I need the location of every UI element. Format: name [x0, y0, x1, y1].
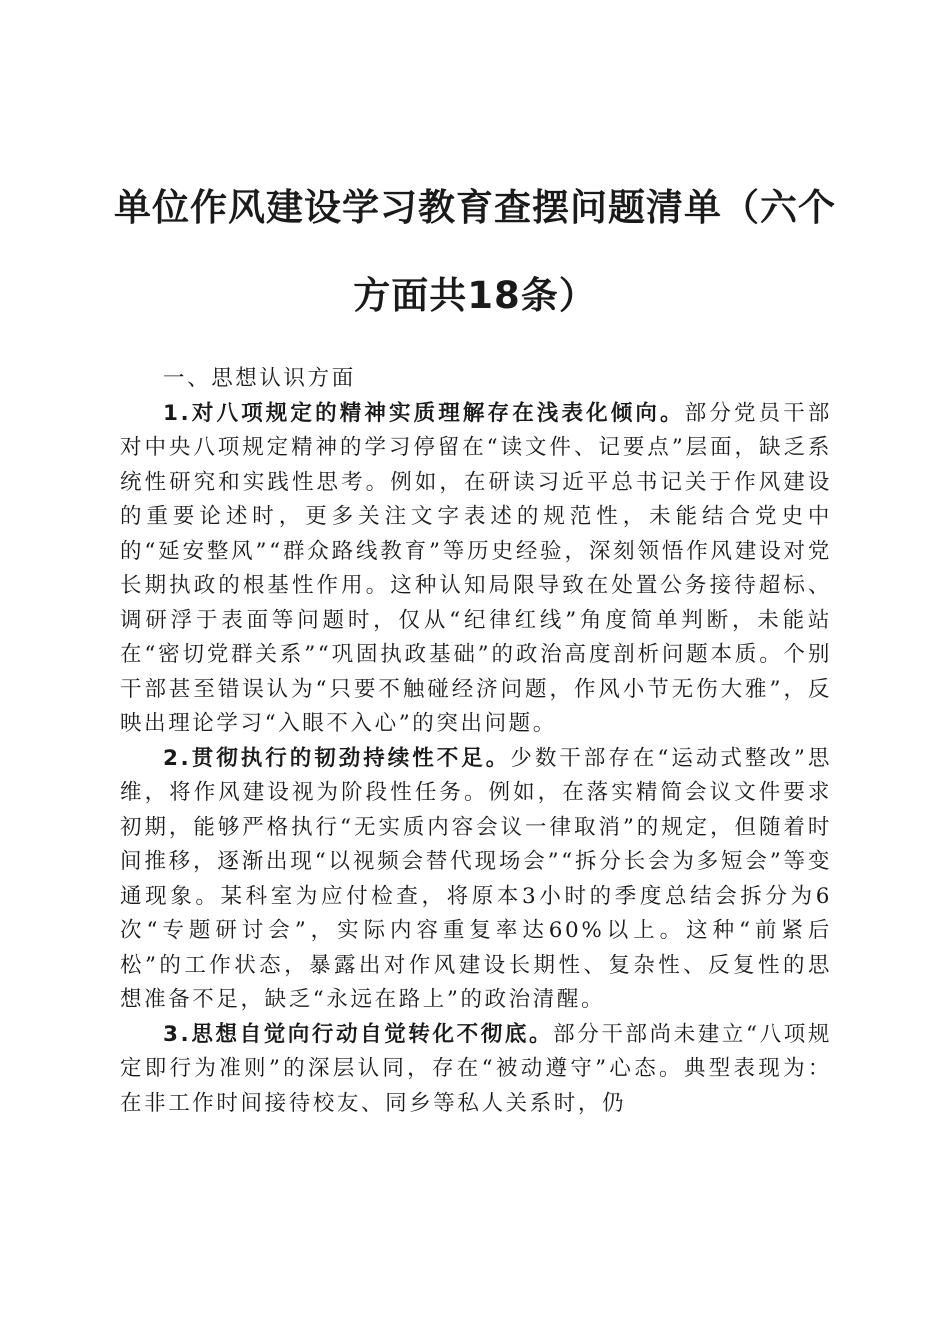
- item-lead: 2.贯彻执行的韧劲持续性不足。: [163, 745, 511, 771]
- item-text: 部分干部尚未建立“八项规定即行为准则”的深层认同，存在“被动遵守”心态。典型表现为：在非工作时间接待校友、同乡等私人关系时，仍: [120, 1021, 832, 1116]
- item-paragraph: [120, 1018, 832, 1122]
- document-title: 单位作风建设学习教育查摆问题清单（六个方面共18条）: [114, 186, 836, 317]
- item-lead: 1.对八项规定的精神实质理解存在浅表化倾向。: [163, 400, 685, 426]
- section-heading: 一、思想认识方面: [163, 366, 356, 391]
- document-body: [120, 362, 832, 1121]
- item-lead: 3.思想自觉向行动自觉转化不彻底。: [163, 1021, 554, 1047]
- item-text: 少数干部存在“运动式整改”思维，将作风建设视为阶段性任务。例如，在落实精简会议文件要求初期，能够严格执行“无实质内容会议一律取消”的规定，但随着时间推移，逐渐出现“以视频会替代现场会”“拆分长会为多短会”等变通现象。某科室为应付检查，将原本3小时的季度总结会拆分为6次“专题研讨会”，实际内容重复率达60%以上。这种“前紧后松”的工作状态，暴露出对作风建设长期性、复杂性、反复性的思想准备不足，缺乏“永远在路上”的政治清醒。: [120, 745, 832, 1012]
- item-paragraph: [120, 742, 832, 1018]
- item-text: 部分党员干部对中央八项规定精神的学习停留在“读文件、记要点”层面，缺乏系统性研究和实践性思考。例如，在研读习近平总书记关于作风建设的重要论述时，更多关注文字表述的规范性，未能结合党史中的“延安整风”“群众路线教育”等历史经验，深刻领悟作风建设对党长期执政的根基性作用。这种认知局限导致在处置公务接待超标、调研浮于表面等问题时，仅从“纪律红线”角度简单判断，未能站在“密切党群关系”“巩固执政基础”的政治高度剖析问题本质。个别干部甚至错误认为“只要不触碰经济问题，作风小节无伤大雅”，反映出理论学习“入眼不入心”的突出问题。: [120, 400, 832, 736]
- item-paragraph: [120, 397, 832, 742]
